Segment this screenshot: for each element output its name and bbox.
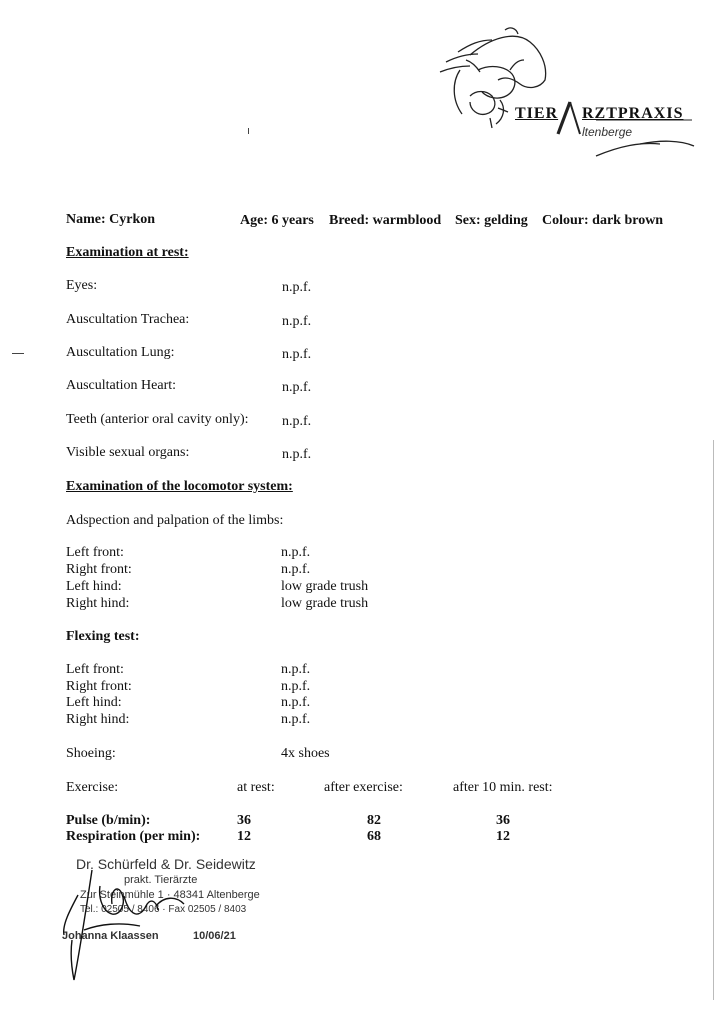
flex-value: n.p.f. (281, 695, 311, 710)
limb-value: low grade trush (281, 579, 369, 594)
exercise-col-after-rest: after 10 min. rest: (453, 780, 553, 795)
rest-value: n.p.f. (282, 447, 312, 462)
respiration-value-exercise: 68 (367, 829, 381, 844)
shoeing-label: Shoeing: (66, 746, 116, 761)
exercise-label: Exercise: (66, 780, 119, 795)
pulse-value-after-rest: 36 (496, 813, 510, 828)
margin-mark (12, 353, 24, 354)
patient-colour: Colour: dark brown (542, 213, 664, 228)
pulse-label: Pulse (b/min): (66, 813, 151, 828)
stamp-line-title: prakt. Tierärzte (124, 874, 198, 886)
flex-value: n.p.f. (281, 712, 311, 727)
patient-sex: Sex: gelding (455, 213, 528, 228)
flex-value: n.p.f. (281, 662, 311, 677)
limb-label: Right hind: (66, 596, 130, 611)
rest-label: Eyes: (66, 278, 98, 293)
patient-name: Name: Cyrkon (66, 212, 156, 227)
limb-value: n.p.f. (281, 545, 311, 560)
logo-text-altenberge: ltenberge (582, 125, 633, 139)
limb-label: Right front: (66, 562, 132, 577)
limb-value: low grade trush (281, 596, 369, 611)
rest-label: Teeth (anterior oral cavity only): (66, 412, 249, 427)
flex-label: Left hind: (66, 695, 122, 710)
rest-label: Auscultation Lung: (66, 345, 175, 360)
exercise-col-at-rest: at rest: (237, 780, 275, 795)
respiration-value-after-rest: 12 (496, 829, 510, 844)
pulse-value-exercise: 82 (367, 813, 381, 828)
limb-label: Left front: (66, 545, 124, 560)
limb-value: n.p.f. (281, 562, 311, 577)
flex-label: Left front: (66, 662, 124, 677)
respiration-value-rest: 12 (237, 829, 251, 844)
rest-label: Auscultation Trachea: (66, 312, 190, 327)
rest-label: Auscultation Heart: (66, 378, 177, 393)
logo-text-rztpraxis: RZTPRAXIS (582, 105, 684, 122)
flex-value: n.p.f. (281, 679, 311, 694)
section-heading-flexing: Flexing test: (66, 629, 140, 644)
limb-label: Left hind: (66, 579, 122, 594)
rest-value: n.p.f. (282, 347, 312, 362)
section-heading-rest: Examination at rest: (66, 245, 189, 260)
signature-date: 10/06/21 (193, 930, 236, 942)
signatory-name: Johanna Klaassen (62, 930, 159, 942)
stamp-line-names: Dr. Schürfeld & Dr. Seidewitz (76, 856, 256, 872)
flex-label: Right hind: (66, 712, 130, 727)
flex-label: Right front: (66, 679, 132, 694)
patient-age: Age: 6 years (240, 213, 314, 228)
section-heading-locomotor: Examination of the locomotor system: (66, 479, 293, 494)
stamp-line-phone: Tel.: 02505 / 8406 · Fax 02505 / 8403 (80, 904, 247, 915)
rest-value: n.p.f. (282, 380, 312, 395)
pulse-value-rest: 36 (237, 813, 251, 828)
shoeing-value: 4x shoes (281, 746, 330, 761)
rest-value: n.p.f. (282, 414, 312, 429)
margin-edge-line (713, 440, 714, 1000)
rest-value: n.p.f. (282, 280, 312, 295)
margin-mark (248, 128, 249, 134)
rest-label: Visible sexual organs: (66, 445, 190, 460)
stamp-line-address: Zur Steinmühle 1 · 48341 Altenberge (80, 889, 260, 901)
exercise-col-after-exercise: after exercise: (324, 780, 403, 795)
patient-breed: Breed: warmblood (329, 213, 442, 228)
respiration-label: Respiration (per min): (66, 829, 201, 844)
logo-text-tier: TIER (515, 105, 559, 122)
locomotor-intro: Adspection and palpation of the limbs: (66, 513, 284, 528)
rest-value: n.p.f. (282, 314, 312, 329)
